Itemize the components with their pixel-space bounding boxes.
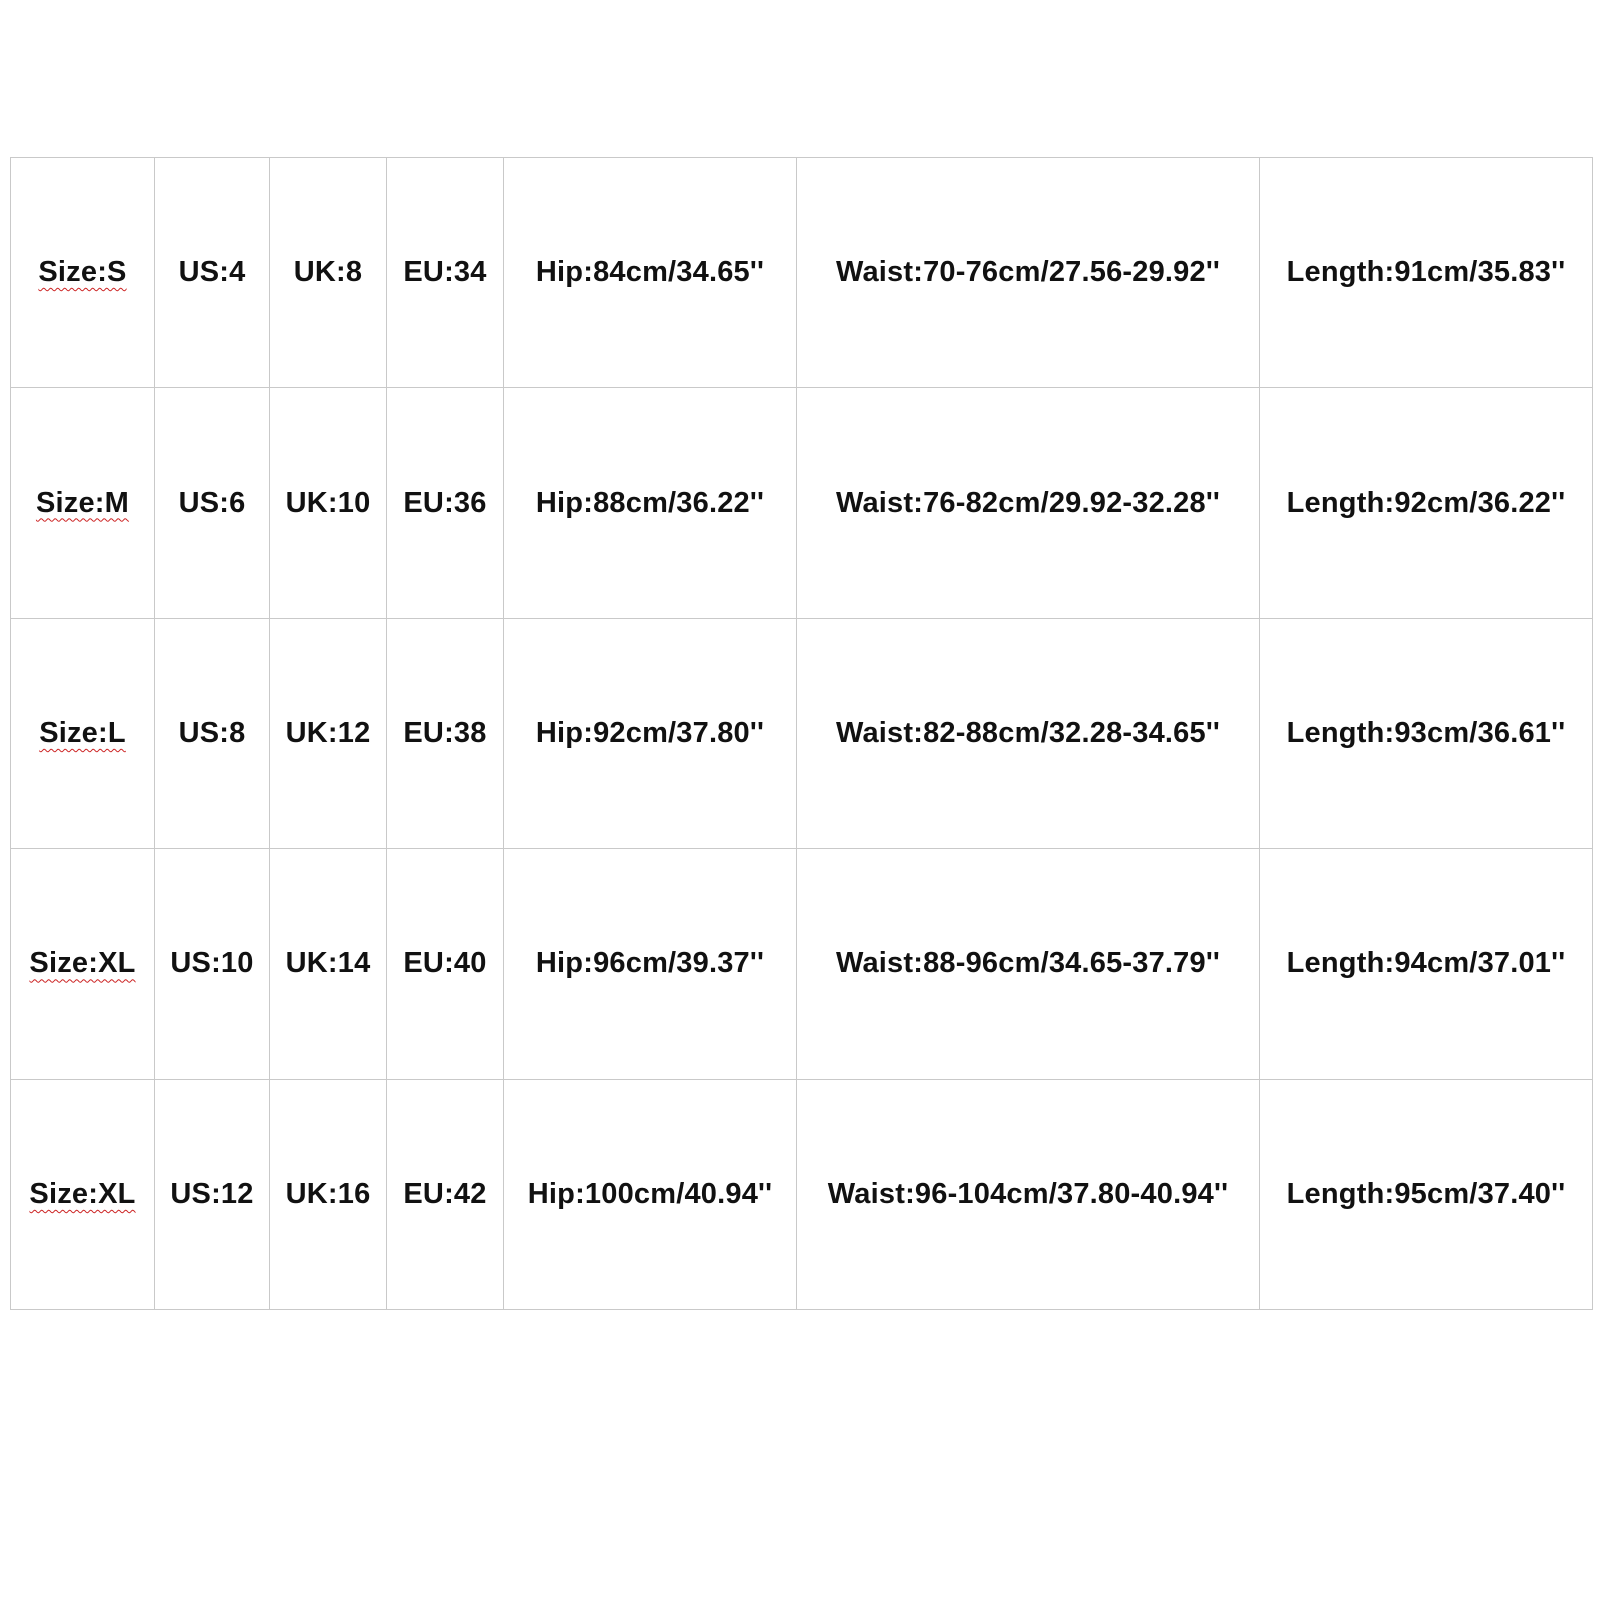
length-cell: Length:92cm/36.22'': [1260, 388, 1593, 618]
eu-size-cell: EU:42: [387, 1079, 504, 1309]
length-cell: Length:93cm/36.61'': [1260, 618, 1593, 848]
size-row: [11, 158, 1593, 388]
hip-cell: Hip:96cm/39.37'': [504, 849, 797, 1079]
waist-cell: Waist:88-96cm/34.65-37.79'': [797, 849, 1260, 1079]
size-label: Size:L: [39, 716, 126, 749]
uk-size-cell: UK:8: [270, 158, 387, 388]
size-row: [11, 388, 1593, 618]
length-cell: Length:94cm/37.01'': [1260, 849, 1593, 1079]
hip-cell: Hip:100cm/40.94'': [504, 1079, 797, 1309]
waist-cell: Waist:70-76cm/27.56-29.92'': [797, 158, 1260, 388]
waist-cell: Waist:76-82cm/29.92-32.28'': [797, 388, 1260, 618]
uk-size-cell: UK:14: [270, 849, 387, 1079]
size-chart-table: [10, 157, 1593, 1310]
hip-cell: Hip:92cm/37.80'': [504, 618, 797, 848]
eu-size-cell: EU:40: [387, 849, 504, 1079]
uk-size-cell: UK:10: [270, 388, 387, 618]
size-cell: [11, 849, 155, 1079]
eu-size-cell: EU:34: [387, 158, 504, 388]
hip-cell: Hip:84cm/34.65'': [504, 158, 797, 388]
waist-cell: Waist:96-104cm/37.80-40.94'': [797, 1079, 1260, 1309]
size-cell: [11, 1079, 155, 1309]
size-label: Size:XL: [29, 947, 136, 980]
size-cell: [11, 618, 155, 848]
eu-size-cell: EU:38: [387, 618, 504, 848]
us-size-cell: US:10: [155, 849, 270, 1079]
hip-cell: Hip:88cm/36.22'': [504, 388, 797, 618]
length-cell: Length:91cm/35.83'': [1260, 158, 1593, 388]
eu-size-cell: EU:36: [387, 388, 504, 618]
size-row: [11, 618, 1593, 848]
waist-cell: Waist:82-88cm/32.28-34.65'': [797, 618, 1260, 848]
uk-size-cell: UK:12: [270, 618, 387, 848]
size-label: Size:S: [38, 256, 127, 289]
size-row: [11, 849, 1593, 1079]
us-size-cell: US:4: [155, 158, 270, 388]
us-size-cell: US:12: [155, 1079, 270, 1309]
length-cell: Length:95cm/37.40'': [1260, 1079, 1593, 1309]
us-size-cell: US:8: [155, 618, 270, 848]
size-cell: [11, 158, 155, 388]
size-label: Size:M: [35, 486, 130, 519]
size-cell: [11, 388, 155, 618]
size-label: Size:XL: [29, 1177, 136, 1210]
uk-size-cell: UK:16: [270, 1079, 387, 1309]
size-row: [11, 1079, 1593, 1309]
us-size-cell: US:6: [155, 388, 270, 618]
